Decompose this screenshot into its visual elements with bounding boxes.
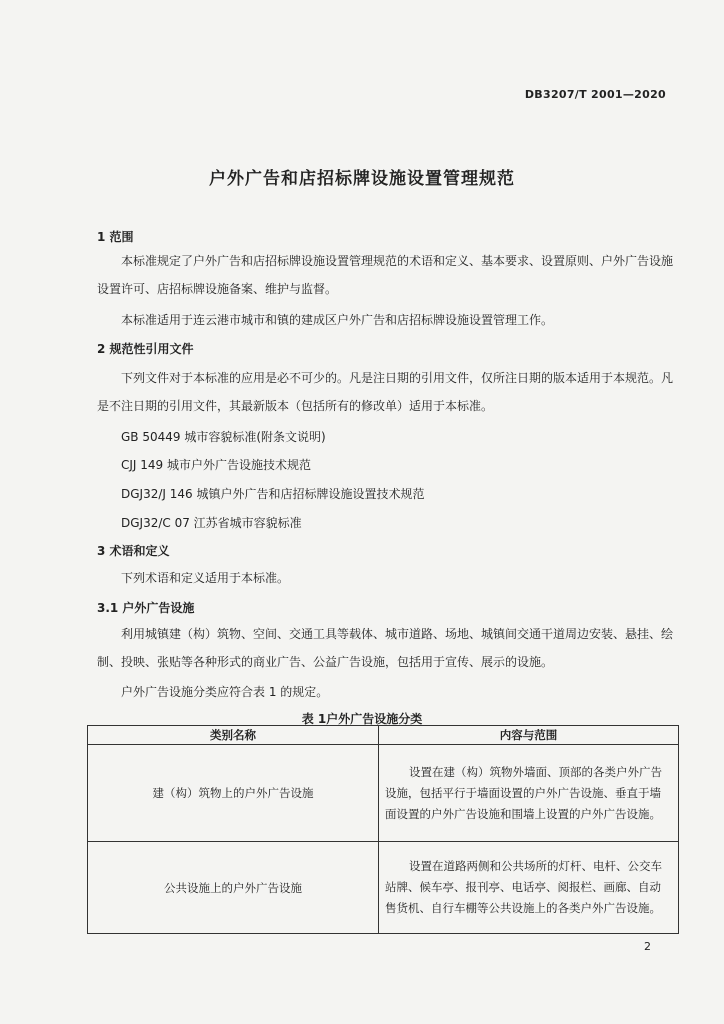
column-header-content: 内容与范围 — [379, 726, 679, 745]
category-cell: 建（构）筑物上的户外广告设施 — [88, 745, 379, 842]
reference-item: DGJ32/J 146 城镇户外广告和店招标牌设施设置技术规范 — [121, 487, 425, 501]
section-3-1-paragraph: 利用城镇建（构）筑物、空间、交通工具等载体、城市道路、场地、城镇间交通干道周边安装、悬挂、绘制、投映、张贴等各种形式的商业广告、公益广告设施，包括用于宣传、展示的设施。 — [97, 627, 674, 669]
classification-table — [87, 725, 679, 934]
content-cell: 设置在道路两侧和公共场所的灯杆、电杆、公交车站牌、候车亭、报刊亭、电话亭、阅报栏、画廊、自动售货机、自行车棚等公共设施上的各类户外广告设施。 — [379, 842, 679, 934]
section-3-1-heading: 3.1 户外广告设施 — [97, 601, 195, 615]
category-cell: 公共设施上的户外广告设施 — [88, 842, 379, 934]
reference-item: CJJ 149 城市户外广告设施技术规范 — [121, 458, 311, 472]
page-number: 2 — [644, 940, 651, 953]
section-2-paragraph-1: 下列文件对于本标准的应用是必不可少的。凡是注日期的引用文件，仅所注日期的版本适用于本规范。凡是不注日期的引用文件，其最新版本（包括所有的修改单）适用于本标准。 — [97, 371, 674, 413]
content-cell: 设置在建（构）筑物外墙面、顶部的各类户外广告设施，包括平行于墙面设置的户外广告设施、垂直于墙面设置的户外广告设施和围墙上设置的户外广告设施。 — [379, 745, 679, 842]
standard-code: DB3207/T 2001—2020 — [524, 88, 666, 101]
section-2-heading: 2 规范性引用文件 — [97, 342, 194, 356]
table-row — [88, 745, 679, 842]
reference-item: DGJ32/C 07 江苏省城市容貌标准 — [121, 516, 302, 530]
section-3-heading: 3 术语和定义 — [97, 544, 170, 558]
section-1-paragraph-2: 本标准适用于连云港市城市和镇的建成区户外广告和店招标牌设施设置管理工作。 — [121, 313, 554, 327]
table-row — [88, 842, 679, 934]
section-1-paragraph-1: 本标准规定了户外广告和店招标牌设施设置管理规范的术语和定义、基本要求、设置原则、户外广告设施设置许可、店招标牌设施备案、维护与监督。 — [97, 254, 674, 296]
reference-item: GB 50449 城市容貌标准(附条文说明) — [121, 430, 326, 444]
section-1-heading: 1 范围 — [97, 230, 134, 244]
table-header-row — [88, 726, 679, 745]
section-3-paragraph-1: 下列术语和定义适用于本标准。 — [121, 571, 290, 585]
table-caption: 表 1户外广告设施分类 — [301, 712, 423, 726]
document-title: 户外广告和店招标牌设施设置管理规范 — [209, 169, 515, 189]
column-header-category: 类别名称 — [88, 726, 379, 745]
section-3-1-table-reference: 户外广告设施分类应符合表 1 的规定。 — [121, 685, 329, 699]
